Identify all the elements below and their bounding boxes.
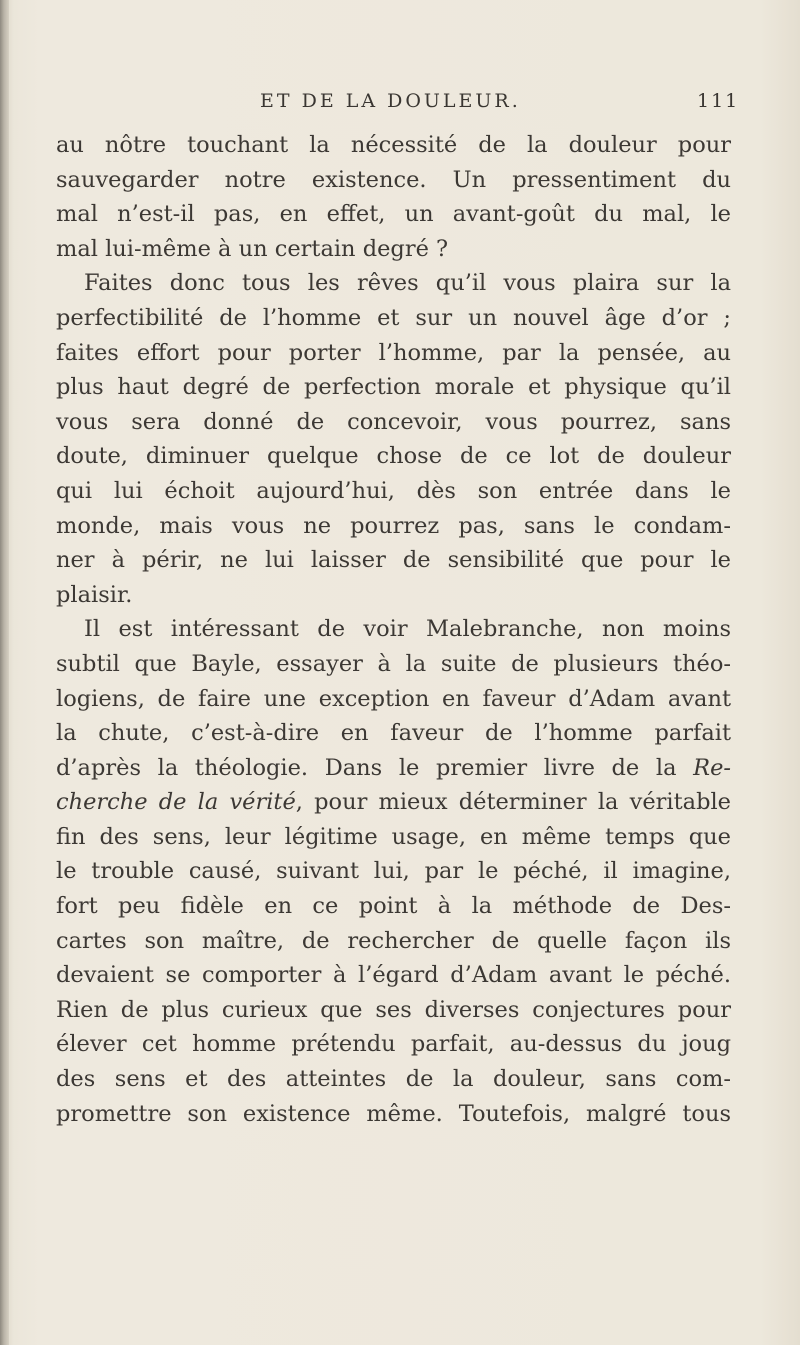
text-line [56, 785, 731, 820]
page-binding-edge [0, 0, 9, 1345]
text-line: la chute, c’est-à-dire en faveur de l’homme parfait [56, 720, 731, 747]
text-line: des sens et des atteintes de la douleur, sans com- [56, 1066, 731, 1093]
text-line: le trouble causé, suivant lui, par le péché, il imagine, [56, 858, 731, 885]
text-line: Rien de plus curieux que ses diverses conjectures pour [56, 996, 731, 1023]
page-number: 111 [697, 90, 740, 112]
text-line: fin des sens, leur légitime usage, en même temps que [56, 823, 731, 850]
text-line: Faites donc tous les rêves qu’il vous plaira sur la [84, 270, 731, 297]
text-line: faites effort pour porter l’homme, par la pensée, au [56, 339, 731, 366]
text-line: élever cet homme prétendu parfait, au-dessus du joug [56, 1031, 731, 1058]
text-line: mal lui-même à un certain degré ? [56, 235, 449, 262]
running-head [0, 90, 800, 120]
text-line: monde, mais vous ne pourrez pas, sans le condam- [56, 512, 731, 539]
text-line: subtil que Bayle, essayer à la suite de plusieurs théo- [56, 650, 731, 677]
text-line: vous sera donné de concevoir, vous pourrez, sans [56, 408, 731, 435]
text-line: cartes son maître, de rechercher de quelle façon ils [56, 927, 731, 954]
text-line: ner à périr, ne lui laisser de sensibilité que pour le [56, 547, 731, 574]
text-line: fort peu fidèle en ce point à la méthode de Des- [56, 893, 731, 920]
italic-title-segment: Re- [693, 754, 731, 781]
text-line: sauvegarder notre existence. Un pressentiment du [56, 166, 731, 193]
text-segment: , pour mieux déterminer la véritable [295, 789, 731, 816]
text-line: perfectibilité de l’homme et sur un nouvel âge d’or ; [56, 304, 731, 331]
text-line: plus haut degré de perfection morale et physique qu’il [56, 374, 731, 401]
text-line: au nôtre touchant la nécessité de la douleur pour [56, 132, 731, 158]
text-line: mal n’est-il pas, en effet, un avant-goût du mal, le [56, 201, 731, 228]
text-line: logiens, de faire une exception en faveur d’Adam avant [56, 685, 731, 712]
text-line: qui lui échoit aujourd’hui, dès son entrée dans le [56, 477, 731, 504]
text-line [56, 751, 731, 786]
italic-title-segment: cherche de la vérité [56, 789, 296, 816]
text-line: promettre son existence même. Toutefois, malgré tous [56, 1100, 731, 1127]
text-line: doute, diminuer quelque chose de ce lot de douleur [56, 443, 731, 470]
text-line: devaient se comporter à l’égard d’Adam avant le péché. [56, 962, 731, 989]
running-title: ET DE LA DOULEUR. [260, 90, 521, 112]
text-line: plaisir. [56, 581, 133, 608]
text-segment: d’après la théologie. Dans le premier livre de la [56, 754, 694, 781]
body-text [56, 128, 731, 1131]
text-line: Il est intéressant de voir Malebranche, non moins [84, 616, 731, 643]
